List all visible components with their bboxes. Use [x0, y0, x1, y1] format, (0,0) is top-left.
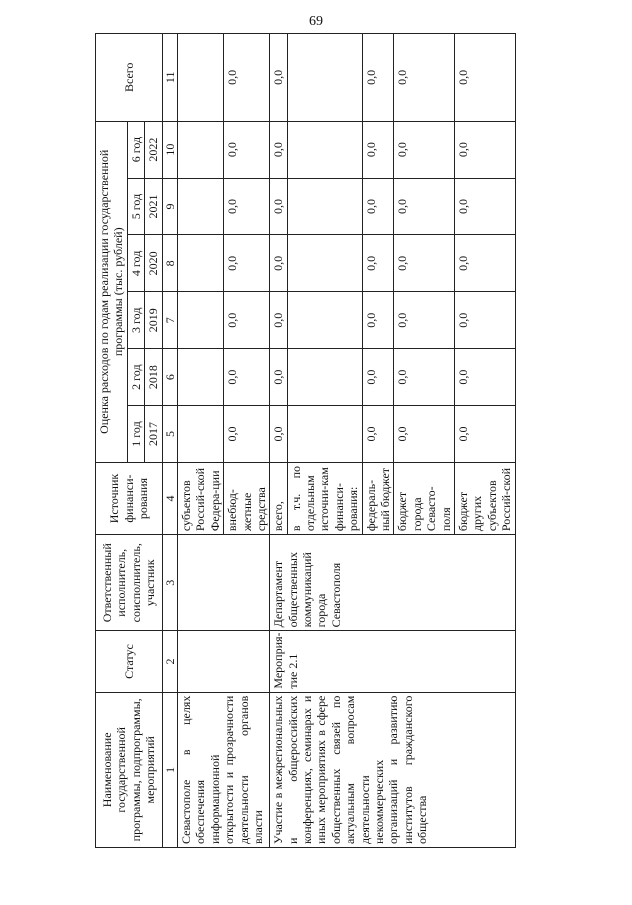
- column-number: 8: [162, 235, 177, 292]
- value-cell: 0,0: [394, 406, 455, 463]
- column-number: 11: [162, 34, 177, 122]
- year-value: 2020: [145, 235, 162, 292]
- year-value: 2019: [145, 292, 162, 349]
- header-name: Наименование государственной программы, подпрограммы, мероприятий: [96, 692, 163, 847]
- year-value: 2022: [145, 121, 162, 178]
- column-number: 3: [162, 535, 177, 631]
- year-label: 5 год: [127, 178, 144, 235]
- value-cell: [177, 406, 223, 463]
- funding-source: в т.ч. по отдельным источни-кам финанси-рования:: [287, 462, 362, 534]
- value-cell: [177, 349, 223, 406]
- value-cell: 0,0: [454, 292, 515, 349]
- header-total: Всего: [96, 34, 163, 122]
- value-cell: [287, 349, 362, 406]
- value-cell: 0,0: [362, 292, 394, 349]
- value-cell: 0,0: [270, 235, 287, 292]
- value-cell: 0,0: [454, 121, 515, 178]
- value-cell: 0,0: [454, 406, 515, 463]
- value-cell: [177, 292, 223, 349]
- funding-source: субъектов Россий-ской Федера-ции: [177, 462, 223, 534]
- year-value: 2018: [145, 349, 162, 406]
- measure-executor: [177, 535, 269, 631]
- header-estimate: Оценка расходов по годам реализации государственной программы (тыс. рублей): [96, 121, 128, 462]
- column-numbers-row: [162, 34, 177, 848]
- value-cell: 0,0: [394, 349, 455, 406]
- header-executor: Ответственный исполнитель, соисполнитель, участник: [96, 535, 163, 631]
- value-cell: 0,0: [224, 349, 270, 406]
- value-cell: 0,0: [394, 34, 455, 122]
- funding-source: бюджет города Севасто-поля: [394, 462, 455, 534]
- budget-table: [95, 33, 516, 848]
- header-source: Источник финанси-рования: [96, 462, 163, 534]
- column-number: 5: [162, 406, 177, 463]
- value-cell: [287, 34, 362, 122]
- table-row: [177, 34, 223, 848]
- value-cell: [177, 178, 223, 235]
- year-label: 3 год: [127, 292, 144, 349]
- year-label: 2 год: [127, 349, 144, 406]
- measure-status: Мероприя-тие 2.1: [270, 631, 515, 692]
- column-number: 6: [162, 349, 177, 406]
- value-cell: 0,0: [270, 34, 287, 122]
- value-cell: 0,0: [454, 235, 515, 292]
- header-row-main: [96, 34, 128, 848]
- value-cell: 0,0: [362, 34, 394, 122]
- value-cell: 0,0: [224, 406, 270, 463]
- value-cell: 0,0: [224, 34, 270, 122]
- value-cell: [177, 121, 223, 178]
- value-cell: [177, 34, 223, 122]
- value-cell: 0,0: [362, 349, 394, 406]
- year-value: 2021: [145, 178, 162, 235]
- value-cell: 0,0: [394, 292, 455, 349]
- value-cell: 0,0: [454, 34, 515, 122]
- table-row: [270, 34, 287, 848]
- funding-source: федераль-ный бюджет: [362, 462, 394, 534]
- value-cell: 0,0: [394, 178, 455, 235]
- year-label: 1 год: [127, 406, 144, 463]
- value-cell: [287, 292, 362, 349]
- value-cell: 0,0: [224, 178, 270, 235]
- value-cell: 0,0: [362, 121, 394, 178]
- value-cell: 0,0: [362, 406, 394, 463]
- page-number: 69: [309, 14, 323, 29]
- value-cell: 0,0: [270, 406, 287, 463]
- column-number: 1: [162, 692, 177, 847]
- value-cell: 0,0: [224, 292, 270, 349]
- year-label: 4 год: [127, 235, 144, 292]
- value-cell: 0,0: [270, 178, 287, 235]
- value-cell: [287, 121, 362, 178]
- value-cell: [287, 178, 362, 235]
- value-cell: 0,0: [454, 349, 515, 406]
- column-number: 10: [162, 121, 177, 178]
- value-cell: 0,0: [270, 349, 287, 406]
- year-label: 6 год: [127, 121, 144, 178]
- measure-name: Участие в межрегиональных и общероссийских конференциях, семинарах и иных мероприятиях в сфере общественных связей по актуальным вопросам деятельности некоммерческих организаций и развитию институтов гражданского общества: [270, 692, 515, 847]
- header-status: Статус: [96, 631, 163, 692]
- value-cell: [287, 406, 362, 463]
- funding-source: всего,: [270, 462, 287, 534]
- value-cell: [177, 235, 223, 292]
- column-number: 7: [162, 292, 177, 349]
- value-cell: 0,0: [224, 121, 270, 178]
- value-cell: 0,0: [362, 178, 394, 235]
- value-cell: [287, 235, 362, 292]
- measure-executor: Департамент общественных коммуникаций города Севастополя: [270, 535, 515, 631]
- value-cell: 0,0: [270, 121, 287, 178]
- value-cell: 0,0: [394, 121, 455, 178]
- value-cell: 0,0: [454, 178, 515, 235]
- funding-source: бюджет других субъектов Россий-ской: [454, 462, 515, 534]
- value-cell: 0,0: [270, 292, 287, 349]
- rotated-table-container: [95, 33, 595, 848]
- value-cell: 0,0: [394, 235, 455, 292]
- measure-name: Севастополе в целях обеспечения информационной открытости и прозрачности деятельности органов власти: [177, 692, 269, 847]
- funding-source: внебюд-жетные средства: [224, 462, 270, 534]
- column-number: 4: [162, 462, 177, 534]
- column-number: 9: [162, 178, 177, 235]
- year-value: 2017: [145, 406, 162, 463]
- value-cell: 0,0: [362, 235, 394, 292]
- value-cell: 0,0: [224, 235, 270, 292]
- column-number: 2: [162, 631, 177, 692]
- measure-status: [177, 631, 269, 692]
